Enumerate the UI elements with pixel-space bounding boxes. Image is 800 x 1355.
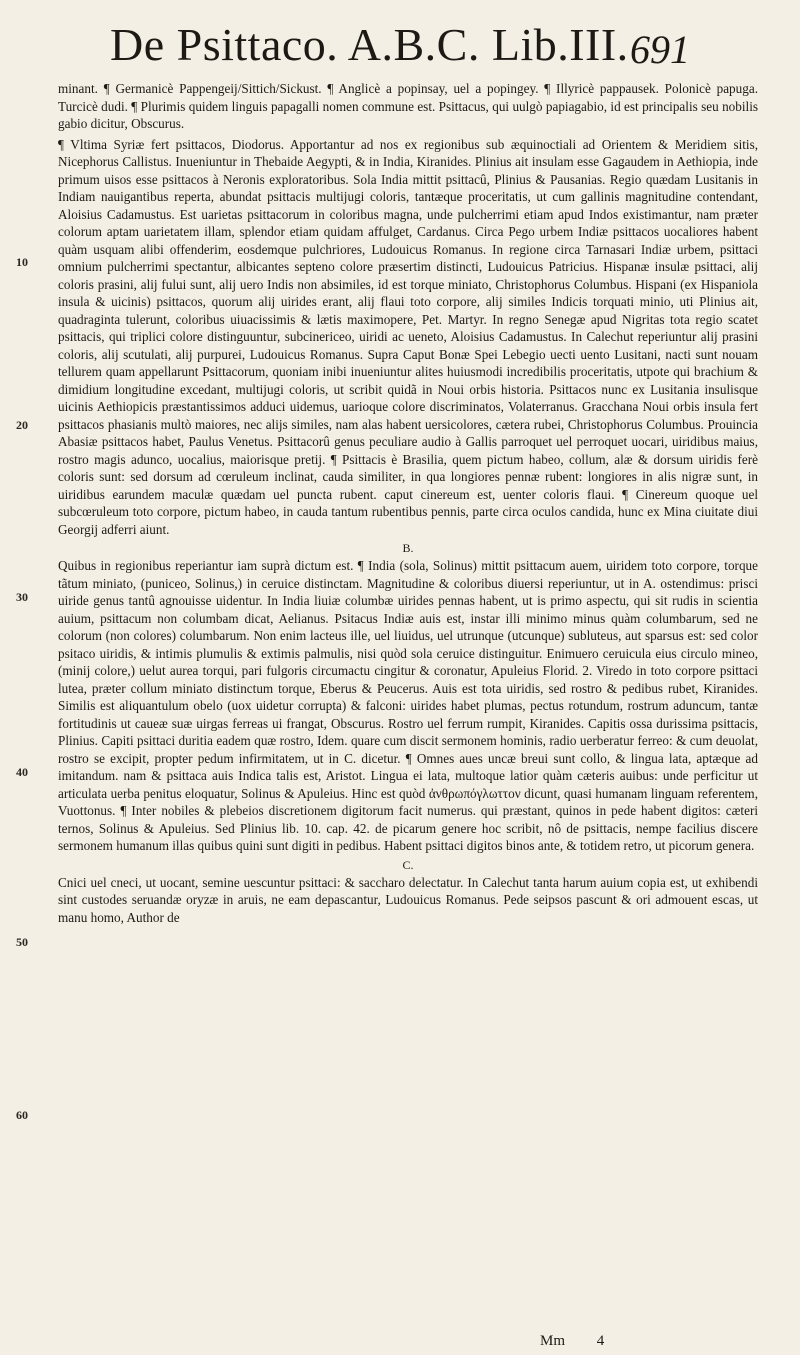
paragraph: ¶ Vltima Syriæ fert psittacos, Diodorus. Apportantur ad nos ex regionibus sub æquinoctiali ad Orientem & Meridiem sitis, Nicephorus Callistus. Inueniuntur in Thebaide Aegypti, & in India, Kiranides. Plinius ait insulam esse Gagaudem in Aethiopia, inde primum uisos esse psittacos à Neronis exploratoribus. Sola India mittit psittacû, Plinius & Pausanias. Regio quædam Lusitanis in Indiam nauigantibus reperta, abundat psittacis multijugi coloris, tantæque proceritatis, ut cum gallinis magnitudine contendant, Aloisius Cadamustus. Est uarietas psittacorum in coloribus magna, unde pulcherrimi etiam apud Indos existimantur, nam præter colorum aptam uarietatem illam, splendor etiam quidam affulget, Cardanus. Circa Pego urbem Indiæ psittacos uocaliores habent quàm usquam alibi offenderim, eosdemque pulchriores, Ludouicus Romanus. In regione circa Tarnasari Indiæ urbem, psittaci omnium pulcherrimi spectantur, albicantes septeno colore præsertim distincti, Ludouicus Patricius. Hispanæ insulæ psittaci, alij coloris prasini, alij fului sunt, alij uero Indis non absimiles, id est torque miniato, Christophorus Columbus. Hispani (ex Hispaniola insula & uicinis) psittacos, quorum alij uirides erant, alij flaui toto corpore, alij similes Indicis torquati minio, uti Plinius ait, quadraginta tulerunt, coloribus uiuacissimis & lætis maximopere, Pet. Martyr. In regno Senegæ apud Nigritas tota regio scatet psittacis, qui triplici colore distinguuntur, subcinericeo, uiridi ac ueneto, Aloisius Cadamustus. In Calechut reperiuntur alij prasini coloris, alij scutulati, alij purpurei, Ludouicus Romanus. Supra Caput Bonæ Spei Lebegio uecti uento Lusitani, nacti sunt nouam tellurem quam appellarunt Psittacorum, quoniam inibi inueniuntur alites huiusmodi incredibilis proceritatis, utpote qui brachium & dimidium longitudine excedant, multijugi coloris, ut scribit quidã in Noui orbis historia. Psittacos nunc ex Lusitania insulisque uicinis Aethiopicis præstantissimos adduci uidemus, uarioque colore discriminatos, Volaterranus. Gracchana Noui orbis insula fert psittacos phasianis multò maiores, nec alijs similes, nam alas habent uersicolores, cætera rubei, Christophorus Columbus. Prouincia Abasiæ psittacos habet, Paulus Venetus. Psittacorû genus peculiare audio à Gallis parroquet uel perroquet uocari, uiridibus maius, rostro magis adunco, uocalius, maiorisque pretij. ¶ Psittacis è Brasilia, quem pictum habeo, collum, alæ & dorsum uiridis ferè coloris sunt: sed dorsum ad cœruleum inclinat, cauda similiter, in qua longiores pennæ rubent: longiores in alis nigræ sunt, in uiridibus earundem maculæ quædam uel puncta rubent. caput cinereum est, uenter coloris flaui. ¶ Cinereum quoque uel subcœruleum toto corpore, pictum habeo, in cauda tantum rubentibus pennis, parte circa oculos candida, hunc ex Mina ciuitate diui Georgij adferri aiunt. <box>58 136 758 537</box>
page-number: 691 <box>630 27 690 72</box>
paragraph: minant. ¶ Germanicè Pappengeij/Sittich/Sickust. ¶ Anglicè a popinsay, uel a popingey. ¶ Illyricè pappausek. Polonicè papuga. Turcicè dudi. ¶ Plurimis quidem linguis papagalli nomen commune est. Psittacus, qui uulgò papiagabio, id est principalis seu nobilis gabio dicitur, Obscurus. <box>58 81 758 131</box>
section-heading-b: B. <box>402 541 414 555</box>
page-title: De Psittaco. A.B.C. Lib.III. <box>110 19 629 70</box>
signature-letters: Mm <box>540 1333 566 1349</box>
margin-line-number: 30 <box>16 590 28 604</box>
margin-line-number: 20 <box>16 418 28 432</box>
running-header <box>110 18 690 78</box>
signature-sheet: 4 <box>596 1333 605 1349</box>
signature-mark <box>540 1333 680 1350</box>
main-text <box>58 80 758 929</box>
section-heading-c: C. <box>402 857 414 872</box>
margin-line-number: 40 <box>16 765 28 779</box>
margin-line-number: 50 <box>16 935 28 949</box>
margin-line-number: 10 <box>16 255 28 269</box>
paragraph: Cnici uel cneci, ut uocant, semine uescuntur psittaci: & saccharo delectatur. In Calechut tanta harum auium copia est, ut exhibendi sint custodes seruandæ oryzæ in aruis, ne eam depascantur, Ludouicus Romanus. Pede seipsos pascunt & ori admouent escas, ut manu homo, Author de <box>58 874 758 925</box>
paragraph: Quibus in regionibus reperiantur iam suprà dictum est. ¶ India (sola, Solinus) mittit psittacum auem, uiridem toto corpore, torque tãtum miniato, (puniceo, Solinus,) in ceruice distinctam. Magnitudine & coloribus diuersi reperiuntur, ut in A. ostendimus: prisci uiride genus tantû agnouisse uidentur. In India liuiæ columbæ uirides pennas habent, ut is primo aspectu, qui sit rudis in scientia auium, psittacum non columbam dicat, Aelianus. Psitacus Indiæ auis est, instar illi minimo minus quàm columbarum, sed ne colorum (non colores) columbarum. Non enim lacteus ille, uel liuidus, uel utrunque (utcunque) subluteus, aut sparsus est: sed color psitaco uiridis, & intimis plumulis & extimis palmulis, nisi quòd sola ceruice distinguitur. Enimuero ceruicula eius circulo mineo, (minij colore,) uelut aurea torqui, pari fulgoris circumactu cingitur & coronatur, Apuleius Florid. 2. Viredo in toto corpore psittaci lutea, præter collum miniato distinctum torque, Eberus & Peucerus. Auis est tota uiridis, sed rostro & pedibus rubet, Kiranides. Similis est aliquantulum obelo (uox uidetur corrupta) & falconi: uirides habet plumas, pectus rotundum, rostrum aduncum, tantæ fortitudinis ut caueæ suæ uirgas ferreas ui frangat, Obscurus. Rostro uel ferrum rumpit, Kiranides. Capitis ossa durissima psittacis, Plinius. Capiti psittaci duritia eadem quæ rostro, Idem. quare cum discit sermonem hominis, radio uerberatur ferreo: & cum deuolat, rostro se excipit, propter pedum infirmitatem, ut in C. dicetur. ¶ Omnes aues uncæ breui sunt collo, & lingua lata, aptæque ad imitandum. nam & psittaca auis Indica talis est, Aristot. Lingua ei lata, multoque latior quàm cæteris auibus: unde perficitur ut articulata uerba penitus eloquatur, Solinus & Apuleius. Hinc est quòd ἀνθρωπόγλωττον dicunt, quasi humanam linguam referentem, Vuottonus. ¶ Inter nobiles & plebeios discretionem digitorum facit numerus. qui præstant, quinos in pede habent digitos: cæteri ternos, Solinus & Apuleius. Sed Plinius lib. 10. cap. 42. de picarum genere hoc scribit, nô de psittacis, nempe facilius discere sermonem humanum illas quibus quini sunt digiti in pedibus. Habent psittaci digitos binos ante, & totidem retro, ut picorum genera. <box>58 558 758 853</box>
margin-line-number: 60 <box>16 1108 28 1122</box>
